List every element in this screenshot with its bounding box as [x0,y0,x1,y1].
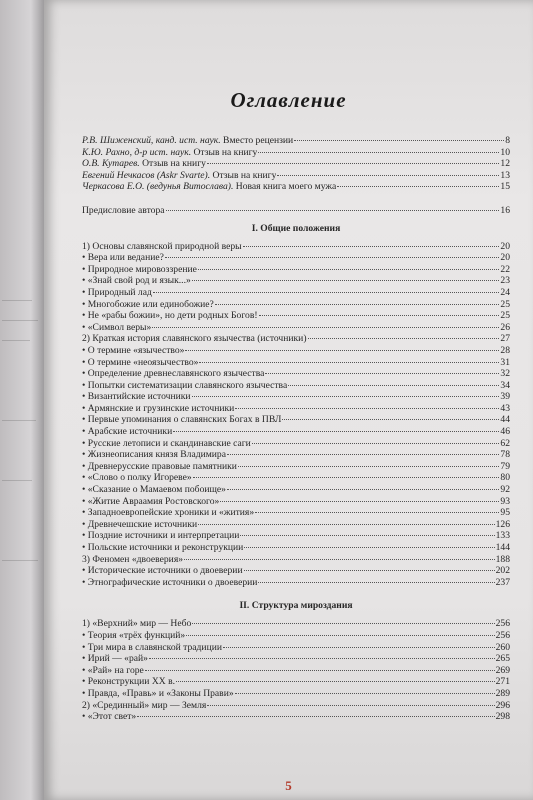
toc-entry-page: 25 [500,298,510,310]
leader-dots [166,210,500,211]
leader-dots [165,257,500,258]
leader-dots [220,501,499,502]
leader-dots [255,512,499,513]
toc-entry-text: • Армянские и грузинские источники [82,402,235,414]
toc-entry-page: 20 [500,240,510,252]
toc-entry-text: • «Этот свет» [82,711,137,723]
toc-entry-page: 95 [500,507,510,519]
leader-dots [258,152,499,153]
toc-entry [82,170,510,182]
toc-entry [82,391,510,403]
toc-entry-text: • Жизнеописания князя Владимира [82,449,226,461]
toc-entry-text: 3) Феномен «двоеверия» [82,553,184,565]
toc-entry-page: 12 [500,158,510,170]
toc-entry-text: • Три мира в славянской традиции [82,641,222,653]
toc-entry-page: 256 [495,629,510,641]
toc-entry-page: 23 [500,275,510,287]
toc-entry [82,472,510,484]
toc-entry [82,711,510,723]
toc-entry [82,630,510,642]
leader-dots [137,716,494,717]
leader-dots [193,477,500,478]
section-2-list [82,618,510,722]
toc-entry-text: • Определение древнеславянского язычества [82,368,265,380]
review-title: Вместо рецензии [220,135,294,146]
toc-entry-text: • Западноевропейские хроники и «жития» [82,507,255,519]
toc-entry-page: 28 [500,344,510,356]
leader-dots [235,693,495,694]
toc-entry [82,688,510,700]
toc-entry [82,310,510,322]
toc-entry-page: 80 [500,472,510,484]
leader-dots [244,570,495,571]
leader-dots [149,658,495,659]
toc-entry-page: 296 [495,699,510,711]
toc-entry-page: 265 [495,653,510,665]
toc-entry-page: 78 [500,449,510,461]
toc-entry [82,426,510,438]
toc-entry-page: 62 [500,437,510,449]
review-author: Евгений Нечкасов (Askr Svarte). [82,169,211,181]
toc-entry-page: 20 [500,252,510,264]
toc-entry-text: • Древнечешские источники [82,518,198,530]
leader-dots [176,681,495,682]
toc-entry [82,181,510,193]
leader-dots [215,304,500,305]
toc-entry-text: • О термине «язычество» [82,344,185,356]
toc-entry [82,577,510,589]
leader-dots [223,647,495,648]
toc-entry-text: • «Символ веры» [82,321,152,333]
review-title: Отзыв на книгу [210,169,277,181]
toc-entry [82,275,510,287]
leader-dots [282,419,499,420]
toc-entry-page: 256 [495,618,510,630]
leader-dots [145,670,495,671]
toc-entry-text: • О термине «неоязычество» [82,356,199,368]
leader-dots [207,705,494,706]
toc-entry-page: 92 [500,484,510,496]
page-title: Оглавление [230,88,347,112]
leader-dots [192,623,494,624]
section-heading-1: I. Общие положения [251,222,341,234]
toc-entry-text: • Теория «трёх функций» [82,629,186,641]
toc-entry [82,287,510,299]
toc-entry-text: 2) Краткая история славянского язычества (источники) [82,333,307,345]
leader-dots [227,454,499,455]
toc-entry-page: 144 [495,542,510,553]
leader-dots [184,559,495,560]
toc-entry-text: • Многобожие или единобожие? [82,298,214,310]
toc-entry [82,135,510,147]
leader-dots [252,443,500,444]
toc-entry-page: 298 [495,711,510,723]
reviews-list [82,135,510,193]
toc-entry [82,554,510,566]
review-author: К.Ю. Рахно, д-р ист. наук. [82,146,192,158]
toc-entry [82,345,510,357]
toc-entry [82,507,510,519]
toc-entry-text: • Польские источники и реконструкции [82,542,244,553]
toc-entry-text: • «Слово о полку Игореве» [82,472,192,484]
review-title: Отзыв на книгу [191,146,258,158]
toc-entry [82,665,510,677]
toc-entry [82,618,510,630]
review-author: Черкасова Е.О. (ведунья Витослава). [82,181,234,193]
leader-dots [238,466,499,467]
toc-entry [82,147,510,159]
toc-entry-page: 260 [495,641,510,653]
toc-entry-text [82,147,257,159]
toc-entry-preface [82,205,510,217]
toc-entry-text: • Арабские источники [82,426,173,438]
leader-dots [288,385,499,386]
leader-dots [308,338,500,339]
toc-entry-page: 202 [495,565,510,577]
toc-entry-text: • «Житие Авраамия Ростовского» [82,495,220,507]
toc-entry-text: • Исторические источники о двоеверии [82,565,243,577]
toc-entry-page: 8 [505,135,510,146]
review-author: О.В. Кутарев. [82,158,140,170]
toc-entry [82,380,510,392]
toc-entry-text: 1) «Верхний» мир — Небо [82,618,192,630]
toc-entry-page: 237 [495,576,510,588]
review-title: Новая книга моего мужа [233,181,337,193]
toc-entry-text: • Византийские источники [82,391,191,403]
toc-entry [82,461,510,473]
toc-entry-page: 133 [495,530,510,542]
toc-entry-text [82,170,276,182]
leader-dots [240,535,494,536]
table-of-contents [82,135,510,723]
leader-dots [199,362,499,363]
toc-entry [82,484,510,496]
toc-entry-page: 22 [500,263,510,275]
leader-dots [207,163,499,164]
toc-entry [82,299,510,311]
toc-entry [82,449,510,461]
toc-entry-page: 32 [500,368,510,380]
toc-entry [82,530,510,542]
leader-dots [152,327,499,328]
toc-entry [82,368,510,380]
toc-entry [82,565,510,577]
toc-entry-text: • Природное мировоззрение [82,263,197,275]
toc-entry [82,653,510,665]
toc-entry-text: • Этнографические источники о двоеверии [82,576,258,588]
toc-entry-page: 26 [500,321,510,333]
toc-entry-page: 31 [500,356,510,368]
leader-dots [173,431,499,432]
toc-entry-text: • «Сказание о Мамаевом побоище» [82,484,226,496]
section-heading-2: II. Структура мироздания [239,600,353,612]
leader-dots [244,547,494,548]
leader-dots [198,269,500,270]
book-page [44,0,533,800]
toc-entry [82,357,510,369]
toc-entry-page: 93 [500,495,510,507]
toc-entry-text: • Природный лад [82,286,152,298]
toc-entry-page: 16 [500,204,510,216]
toc-entry [82,519,510,531]
toc-entry-text: • Первые упоминания о славянских Богах в ПВЛ [82,414,282,426]
toc-entry-text: • Не «рабы божии», но дети родных Богов! [82,310,258,322]
leader-dots [277,175,499,176]
toc-entry-text: • Поздние источники и интерпретации [82,530,240,542]
leader-dots [186,635,494,636]
page-number: 5 [285,778,292,793]
leader-dots [259,315,500,316]
toc-entry-page: 15 [500,181,510,193]
toc-entry-text: • «Рай» на горе [82,664,144,676]
toc-entry-page: 188 [495,553,510,565]
toc-entry-text: • Вера или ведание? [82,252,164,264]
toc-entry-text: • Древнерусские правовые памятники [82,460,237,472]
toc-entry-text [82,158,206,170]
section-1-list [82,241,510,589]
toc-entry-page: 46 [500,426,510,438]
facing-page-edge [0,0,44,800]
toc-entry-page: 269 [495,664,510,676]
toc-entry [82,642,510,654]
toc-entry [82,496,510,508]
toc-entry [82,403,510,415]
toc-entry-page: 39 [500,391,510,403]
toc-entry-text: 1) Основы славянской природной веры [82,240,242,252]
leader-dots [227,489,499,490]
leader-dots [258,582,494,583]
leader-dots [294,140,504,141]
toc-entry [82,158,510,170]
toc-entry [82,438,510,450]
leader-dots [192,396,500,397]
toc-entry-page: 27 [500,333,510,345]
toc-entry [82,264,510,276]
review-title: Отзыв на книгу [139,158,206,170]
toc-entry-text: • Ирий — «рай» [82,653,148,665]
toc-entry-text: • Попытки систематизации славянского язычества [82,379,288,391]
leader-dots [153,292,500,293]
toc-entry [82,676,510,688]
toc-entry-page: 44 [500,414,510,426]
toc-entry-text: • «Знай свой род и язык...» [82,275,191,287]
leader-dots [337,186,499,187]
toc-entry [82,322,510,334]
toc-entry-page: 79 [500,460,510,472]
leader-dots [235,408,499,409]
toc-entry-page: 10 [500,146,510,158]
toc-entry [82,414,510,426]
leader-dots [265,373,499,374]
toc-entry-page: 25 [500,310,510,322]
toc-entry [82,542,510,554]
toc-entry [82,700,510,712]
toc-entry-page: 24 [500,286,510,298]
leader-dots [243,246,500,247]
toc-entry-text: 2) «Срединный» мир — Земля [82,699,207,711]
toc-entry-page: 43 [500,402,510,414]
toc-entry-page: 271 [495,676,510,688]
toc-entry [82,333,510,345]
toc-entry-page: 289 [495,687,510,699]
toc-entry-page: 13 [500,169,510,181]
toc-entry [82,241,510,253]
toc-entry-text: • Русские летописи и скандинавские саги [82,437,251,449]
toc-entry-text: • Реконструкции XX в. [82,676,176,688]
toc-entry-text [82,135,293,147]
leader-dots [192,280,500,281]
toc-entry-page: 34 [500,379,510,391]
leader-dots [185,350,499,351]
toc-entry-text [82,181,336,193]
toc-entry-text: Предисловие автора [82,204,165,216]
toc-entry [82,252,510,264]
leader-dots [198,524,494,525]
toc-entry-page: 126 [495,518,510,530]
toc-entry-text: • Правда, «Правь» и «Законы Прави» [82,687,234,699]
review-author: Р.В. Шиженский, канд. ист. наук. [82,135,221,146]
